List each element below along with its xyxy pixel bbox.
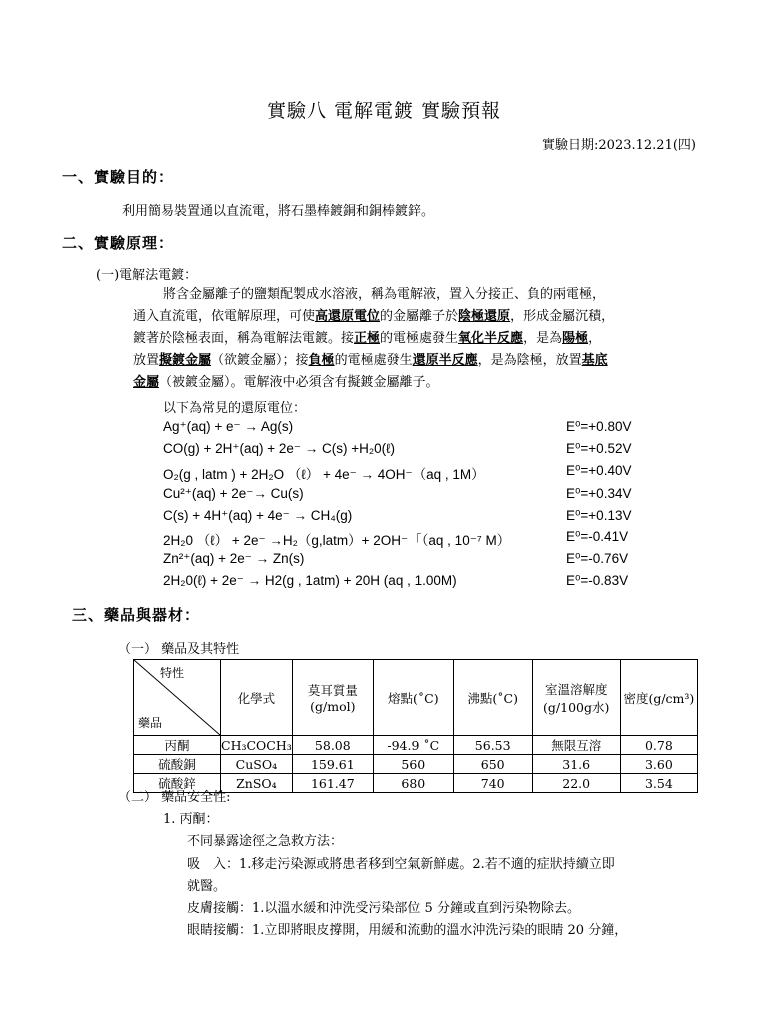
table-cell: 560 xyxy=(373,755,453,774)
principle-line-5 xyxy=(133,372,439,394)
table-column-header: 莫耳質量(g/mol) xyxy=(292,660,373,736)
table-header-row xyxy=(134,660,698,736)
reaction-equation: O₂(g , latm ) + 2H₂O （ℓ） + 4e⁻ → 4OH⁻（aq , 1M） xyxy=(163,467,485,482)
section-1-heading: 一、實驗目的： xyxy=(62,168,175,186)
keyword-emphasis: 還原半反應 xyxy=(412,353,478,368)
principle-text: 通入直流電，依電解原理，可使 xyxy=(133,309,316,324)
principle-text: （被鍍金屬）。電解液中必須含有擬鍍金屬離子。 xyxy=(159,375,439,390)
section-2-subheading: (一)電解法電鍍： xyxy=(96,268,198,283)
section-1-text: 利用簡易裝置通以直流電，將石墨棒鍍銅和銅棒鍍鋅。 xyxy=(122,204,435,219)
principle-text: ，是為陰極，放置 xyxy=(477,353,582,368)
keyword-emphasis: 正極 xyxy=(354,331,381,346)
reaction-equation: Zn²⁺(aq) + 2e⁻ → Zn(s) xyxy=(163,551,305,566)
table-cell: 31.6 xyxy=(532,755,620,774)
table-cell: 3.54 xyxy=(620,774,697,793)
section-2-heading: 二、實驗原理： xyxy=(62,234,175,252)
reaction-equation: 2H₂0 （ℓ） + 2e⁻ →H₂（g,latm）+ 2OH⁻「（aq , 10⁻⁷ M） xyxy=(163,533,511,548)
corner-top-label: 特性 xyxy=(160,666,185,680)
table-cell: 3.60 xyxy=(620,755,697,774)
reaction-potential: E⁰=+0.13V xyxy=(566,508,632,523)
table-cell: 硫酸銅 xyxy=(134,755,221,774)
table-column-header: 熔點(˚C) xyxy=(373,660,453,736)
principle-text: ， xyxy=(588,331,602,346)
first-aid-eye: 眼睛接觸：1.立即將眼皮撐開，用緩和流動的溫水沖洗污染的眼睛 20 分鐘， xyxy=(187,923,628,938)
table-cell: 740 xyxy=(453,774,532,793)
reaction-potential: E⁰=-0.41V xyxy=(566,529,629,544)
table-cell: CuSO₄ xyxy=(221,755,293,774)
keyword-emphasis: 高還原電位 xyxy=(315,309,381,324)
principle-line-4 xyxy=(133,350,608,372)
table-cell: 硫酸鋅 xyxy=(134,774,221,793)
principle-line-2 xyxy=(133,306,614,328)
chemical-properties-table xyxy=(133,659,698,793)
keyword-emphasis: 金屬 xyxy=(133,375,160,390)
table-cell: 0.78 xyxy=(620,736,697,755)
reaction-potential: E⁰=-0.83V xyxy=(566,573,629,588)
first-aid-skin: 皮膚接觸：1.以溫水緩和沖洗受污染部位 5 分鐘或直到污染物除去。 xyxy=(187,901,580,916)
table-column-header: 室溫溶解度(g/100g水) xyxy=(532,660,620,736)
table-cell: CH₃COCH₃ xyxy=(221,737,292,753)
table-column-header: 化學式 xyxy=(221,660,293,736)
table-cell: -94.9 ˚C xyxy=(373,736,453,755)
safety-item-1: 1. 丙酮： xyxy=(163,812,219,827)
page-title: 實驗八 電解電鍍 實驗預報 xyxy=(266,100,502,122)
table-corner-cell xyxy=(134,660,221,736)
reaction-potential: E⁰=+0.34V xyxy=(566,486,632,501)
keyword-emphasis: 基底 xyxy=(581,353,608,368)
reaction-potential: E⁰=-0.76V xyxy=(566,551,629,566)
principle-text: 鍍著於陰極表面，稱為電解法電鍍。接 xyxy=(133,331,355,346)
keyword-emphasis: 陽極 xyxy=(562,331,589,346)
reaction-equation: Cu²⁺(aq) + 2e⁻→ Cu(s) xyxy=(163,486,304,501)
reduction-potential-intro: 以下為常見的還原電位： xyxy=(163,401,307,416)
table-cell: 650 xyxy=(453,755,532,774)
principle-line-3 xyxy=(133,328,601,350)
table-cell: 680 xyxy=(373,774,453,793)
table-cell: 56.53 xyxy=(453,736,532,755)
reaction-equation: C(s) + 4H⁺(aq) + 4e⁻ → CH₄(g) xyxy=(163,508,353,523)
table-cell: 丙酮 xyxy=(134,736,221,755)
keyword-emphasis: 陰極還原 xyxy=(458,309,511,324)
table-row xyxy=(134,755,698,774)
keyword-emphasis: 氧化半反應 xyxy=(458,331,524,346)
section-3-heading: 三、藥品與器材： xyxy=(72,606,201,624)
table-row xyxy=(134,736,698,755)
reaction-potential: E⁰=+0.80V xyxy=(566,419,632,434)
first-aid-heading: 不同暴露途徑之急救方法： xyxy=(187,834,344,849)
table-cell: 22.0 xyxy=(532,774,620,793)
first-aid-inhalation: 吸 入：1.移走污染源或將患者移到空氣新鮮處。2.若不適的症狀持續立即 xyxy=(187,857,615,872)
section-3-sub2: （二） 藥品安全性: xyxy=(118,790,231,805)
section-3-sub1: （一） 藥品及其特性 xyxy=(118,642,240,657)
table-column-header: 密度(g/cm³) xyxy=(620,660,697,736)
reaction-equation: 2H₂0(ℓ) + 2e⁻ → H2(g , 1atm) + 20H (aq , 1.00M) xyxy=(163,573,457,588)
table-column-header: 沸點(˚C) xyxy=(453,660,532,736)
principle-line-1 xyxy=(163,284,605,306)
table-cell: 159.61 xyxy=(292,755,373,774)
reaction-equation: CO(g) + 2H⁺(aq) + 2e⁻ → C(s) +H₂0(ℓ) xyxy=(163,441,396,456)
principle-text: 的金屬離子於 xyxy=(380,309,459,324)
principle-text: 將含金屬離子的鹽類配製成水溶液，稱為電解液，置入分接正、負的兩電極， xyxy=(163,287,606,302)
principle-text: ，形成金屬沉積， xyxy=(510,309,615,324)
principle-text: （欲鍍金屬）；接 xyxy=(211,353,309,368)
table-cell: ZnSO₄ xyxy=(221,774,293,793)
experiment-date: 實驗日期:2023.12.21(四) xyxy=(542,138,696,153)
corner-bottom-label: 藥品 xyxy=(138,716,163,730)
reaction-equation: Ag⁺(aq) + e⁻ → Ag(s) xyxy=(163,419,294,434)
keyword-emphasis: 負極 xyxy=(308,353,335,368)
reaction-potential: E⁰=+0.40V xyxy=(566,463,632,478)
principle-text: 的電極處發生 xyxy=(334,353,413,368)
table-cell: 58.08 xyxy=(292,736,373,755)
first-aid-inhalation-cont: 就醫。 xyxy=(187,879,227,894)
reaction-potential: E⁰=+0.52V xyxy=(566,441,632,456)
principle-text: 的電極處發生 xyxy=(380,331,459,346)
table-cell: 161.47 xyxy=(292,774,373,793)
table-cell: 無限互溶 xyxy=(532,736,620,755)
principle-text: ，是為 xyxy=(523,331,563,346)
principle-text: 放置 xyxy=(133,353,160,368)
keyword-emphasis: 擬鍍金屬 xyxy=(159,353,212,368)
